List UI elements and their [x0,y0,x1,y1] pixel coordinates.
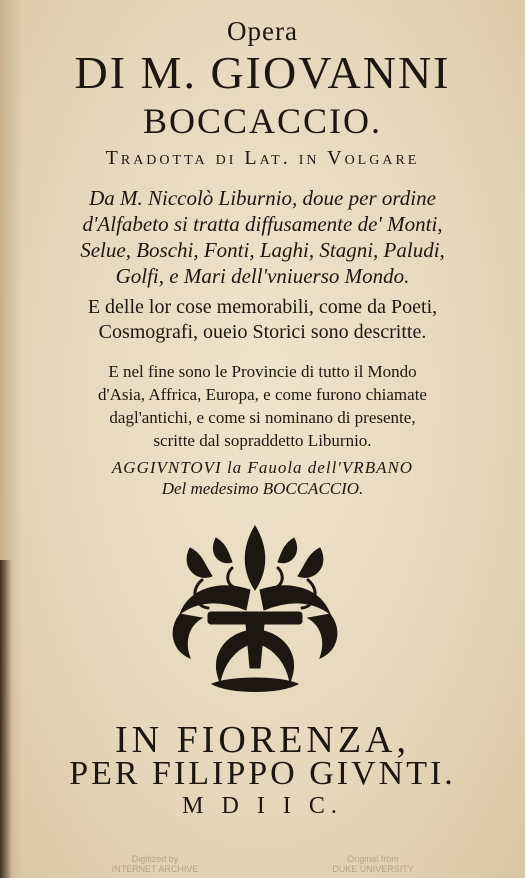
imprint-city: IN FIORENZA, [115,719,410,761]
text-line-translator: Da M. Niccolò Liburnio, doue per ordine [89,186,436,210]
text-line-provincie: E nel fine sono le Provincie di tutto il Mondo [108,362,417,381]
imprint-year: M D I I C. [182,793,343,819]
digitizer-watermark: Digitized by INTERNET ARCHIVE [111,854,199,874]
source-watermark: Original from DUKE UNIVERSITY [332,854,414,874]
subtitle-translation: Tradotta di Lat. in Volgare [105,147,420,169]
text-line-alfabeto: d'Alfabeto si tratta diffusamente de' Monti, [82,212,443,236]
text-line-boccaccio: Del medesimo BOCCACCIO. [161,479,364,498]
text-line-liburnio: scritte dal sopraddetto Liburnio. [153,431,372,450]
text-line-asia: d'Asia, Affrica, Europa, e come furono chiamate [98,385,427,404]
heading-author: DI M. GIOVANNI [74,47,451,98]
text-line-selue: Selue, Boschi, Fonti, Laghi, Stagni, Paludi, [80,238,445,262]
imprint-printer: PER FILIPPO GIVNTI. [69,755,456,792]
heading-surname: BOCCACCIO. [142,101,383,141]
text-line-antichi: dagl'antichi, e come si nominano di presente, [109,408,416,427]
text-line-aggiuntovi: AGGIVNTOVI la Fauola dell'VRBANO [111,458,414,477]
printer-device-ornament-icon [150,518,360,698]
text-line-cosmografi: Cosmografi, oueio Storici sono descritte. [98,321,427,343]
text-line-memorabili: E delle lor cose memorabili, come da Poeti, [87,296,438,318]
heading-opera: Opera [227,16,298,46]
text-line-golfi: Golfi, e Mari dell'vniuerso Mondo. [115,264,410,288]
